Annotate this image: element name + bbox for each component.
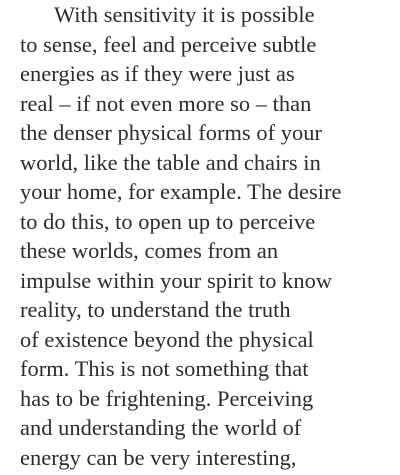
paragraph-line: real – if not even more so – than — [20, 90, 312, 116]
body-paragraph — [20, 0, 400, 472]
paragraph-line: to do this, to open up to perceive — [20, 208, 316, 234]
paragraph-line: impulse within your spirit to know — [20, 267, 333, 293]
paragraph-line: world, like the table and chairs in — [20, 149, 321, 175]
paragraph-line: form. This is not something that — [20, 356, 309, 381]
paragraph-line: of existence beyond the physical — [20, 326, 314, 352]
paragraph-line: these worlds, comes from an — [20, 238, 279, 263]
paragraph-line: has to be frightening. Perceiving — [20, 385, 314, 411]
paragraph-line: the denser physical forms of your — [20, 120, 322, 145]
paragraph-line: energy can be very interesting, — [20, 444, 297, 470]
paragraph-line: With sensitivity it is possible — [54, 2, 315, 27]
paragraph-line: energies as if they were just as — [20, 61, 295, 86]
paragraph-line: your home, for example. The desire — [20, 179, 342, 204]
paragraph-line: and understanding the world of — [20, 415, 302, 440]
paragraph-line: reality, to understand the truth — [20, 297, 291, 322]
paragraph-line: to sense, feel and perceive subtle — [20, 31, 317, 57]
